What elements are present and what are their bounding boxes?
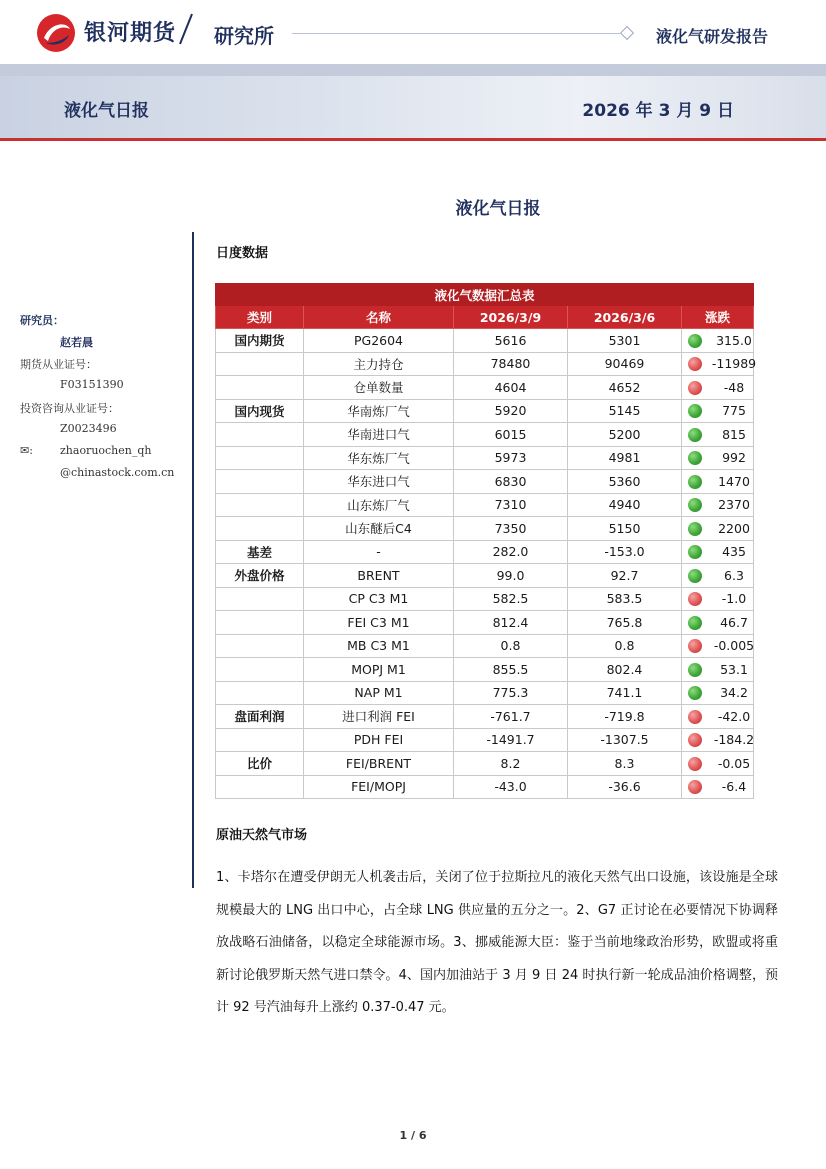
change-value: -1.0 <box>721 591 747 607</box>
table-row <box>216 611 754 635</box>
value-date2-cell: 5200 <box>568 423 682 447</box>
column-header-date-2: 2026/3/6 <box>568 306 682 329</box>
header-band-accent <box>0 138 826 141</box>
down-indicator-icon <box>688 757 702 771</box>
table-row <box>216 564 754 588</box>
value-date2-cell: 4652 <box>568 376 682 400</box>
name-cell: 华南进口气 <box>304 423 454 447</box>
value-date1-cell: 282.0 <box>454 540 568 564</box>
down-indicator-icon <box>688 639 702 653</box>
researcher-role-label: 研究员： <box>20 314 64 327</box>
advisory-cert: Z0023496 <box>60 422 117 435</box>
section-heading-market: 原油天然气市场 <box>216 828 308 843</box>
change-cell <box>682 493 754 517</box>
value-date2-cell: 92.7 <box>568 564 682 588</box>
change-cell <box>682 517 754 541</box>
table-row <box>216 376 754 400</box>
name-cell: FEI/MOPJ <box>304 775 454 799</box>
category-cell: 外盘价格 <box>216 564 304 588</box>
value-date2-cell: 90469 <box>568 352 682 376</box>
change-value: -11989 <box>711 356 757 372</box>
value-date1-cell: 6830 <box>454 470 568 494</box>
galaxy-logo-icon <box>36 13 76 53</box>
section-heading-daily: 日度数据 <box>216 246 269 261</box>
down-indicator-icon <box>688 733 702 747</box>
name-cell: CP C3 M1 <box>304 587 454 611</box>
change-cell <box>682 775 754 799</box>
change-value: -6.4 <box>721 779 747 795</box>
institute-name: 研究所 <box>214 24 274 48</box>
table-row <box>216 423 754 447</box>
category-cell <box>216 423 304 447</box>
down-indicator-icon <box>688 710 702 724</box>
table-row <box>216 517 754 541</box>
change-value: 6.3 <box>724 567 744 583</box>
change-value: 2200 <box>718 520 750 536</box>
change-value: -48 <box>723 379 745 395</box>
table-row <box>216 752 754 776</box>
value-date1-cell: 5616 <box>454 329 568 353</box>
name-cell: PDH FEI <box>304 728 454 752</box>
value-date2-cell: 5301 <box>568 329 682 353</box>
table-row <box>216 587 754 611</box>
category-cell <box>216 775 304 799</box>
change-value: 2370 <box>718 497 750 513</box>
band-title: 液化气日报 <box>64 101 149 121</box>
up-indicator-icon <box>688 451 702 465</box>
up-indicator-icon <box>688 475 702 489</box>
change-value: 315.0 <box>716 332 752 348</box>
column-header-name: 名称 <box>304 306 454 329</box>
column-header-category: 类别 <box>216 306 304 329</box>
table-row <box>216 634 754 658</box>
change-cell <box>682 611 754 635</box>
futures-cert: F03151390 <box>60 378 124 391</box>
name-cell: 山东炼厂气 <box>304 493 454 517</box>
table-row <box>216 446 754 470</box>
report-type: 液化气研发报告 <box>656 27 769 46</box>
down-indicator-icon <box>688 780 702 794</box>
change-cell <box>682 634 754 658</box>
band-date: 2026 年 3 月 9 日 <box>582 101 734 121</box>
name-cell: 仓单数量 <box>304 376 454 400</box>
category-cell <box>216 634 304 658</box>
category-cell: 国内现货 <box>216 399 304 423</box>
email-user[interactable]: zhaoruochen_qh <box>60 444 152 457</box>
category-cell <box>216 470 304 494</box>
value-date1-cell: 78480 <box>454 352 568 376</box>
change-value: 1470 <box>718 473 750 489</box>
change-value: -0.005 <box>713 638 755 654</box>
table-row <box>216 540 754 564</box>
value-date1-cell: -1491.7 <box>454 728 568 752</box>
change-cell <box>682 376 754 400</box>
email-domain[interactable]: @chinastock.com.cn <box>60 466 175 479</box>
header-band-top <box>0 64 826 76</box>
value-date2-cell: 5150 <box>568 517 682 541</box>
value-date2-cell: 5360 <box>568 470 682 494</box>
table-row <box>216 775 754 799</box>
table-row <box>216 728 754 752</box>
up-indicator-icon <box>688 663 702 677</box>
change-value: 992 <box>722 450 746 466</box>
category-cell <box>216 587 304 611</box>
value-date1-cell: 7310 <box>454 493 568 517</box>
market-paragraph: 1、卡塔尔在遭受伊朗无人机袭击后，关闭了位于拉斯拉凡的液化天然气出口设施，该设施是全球规模最大的 LNG 出口中心，占全球 LNG 供应量的五分之一。2、G7 正讨论在必要情况下协调释放战略石油储备，以稳定全球能源市场。3、挪威能源大臣：鉴于当前地缘政治形势，欧盟或将重新讨论俄罗斯天然气进口禁令。4、国内加油站于 3 月 9 日 24 时执行新一轮成品油价格调整，预计 92 号汽油每升上涨约 0.37-0.47 元。 <box>216 870 778 1015</box>
value-date2-cell: 8.3 <box>568 752 682 776</box>
value-date1-cell: 5973 <box>454 446 568 470</box>
name-cell: 华南炼厂气 <box>304 399 454 423</box>
category-cell: 比价 <box>216 752 304 776</box>
change-cell <box>682 446 754 470</box>
up-indicator-icon <box>688 428 702 442</box>
name-cell: 华东炼厂气 <box>304 446 454 470</box>
name-cell: - <box>304 540 454 564</box>
value-date1-cell: 4604 <box>454 376 568 400</box>
up-indicator-icon <box>688 334 702 348</box>
email-icon: ✉: <box>20 444 33 457</box>
value-date1-cell: 8.2 <box>454 752 568 776</box>
change-value: -42.0 <box>717 708 751 724</box>
change-cell <box>682 658 754 682</box>
lpg-summary-table <box>215 283 757 799</box>
name-cell: NAP M1 <box>304 681 454 705</box>
researcher-name: 赵若晨 <box>60 336 93 349</box>
name-cell: MB C3 M1 <box>304 634 454 658</box>
table-row <box>216 399 754 423</box>
divider-slash-icon <box>178 12 194 46</box>
table-row <box>216 493 754 517</box>
value-date1-cell: 855.5 <box>454 658 568 682</box>
change-cell <box>682 540 754 564</box>
change-cell <box>682 681 754 705</box>
value-date1-cell: -761.7 <box>454 705 568 729</box>
change-value: -184.2 <box>713 732 755 748</box>
value-date2-cell: 0.8 <box>568 634 682 658</box>
table-row <box>216 705 754 729</box>
value-date2-cell: 583.5 <box>568 587 682 611</box>
value-date1-cell: 812.4 <box>454 611 568 635</box>
table-row <box>216 329 754 353</box>
value-date1-cell: 582.5 <box>454 587 568 611</box>
up-indicator-icon <box>688 616 702 630</box>
name-cell: BRENT <box>304 564 454 588</box>
change-cell <box>682 329 754 353</box>
brand-name: 银河期货 <box>84 21 177 46</box>
table-row <box>216 681 754 705</box>
change-value: 46.7 <box>720 614 748 630</box>
change-cell <box>682 728 754 752</box>
value-date1-cell: 99.0 <box>454 564 568 588</box>
category-cell <box>216 658 304 682</box>
column-header-date-1: 2026/3/9 <box>454 306 568 329</box>
category-cell: 国内期货 <box>216 329 304 353</box>
name-cell: 主力持仓 <box>304 352 454 376</box>
futures-cert-label: 期货从业证号： <box>20 358 97 371</box>
change-cell <box>682 587 754 611</box>
up-indicator-icon <box>688 569 702 583</box>
advisory-cert-label: 投资咨询从业证号： <box>20 402 119 415</box>
page-title: 液化气日报 <box>455 199 541 219</box>
down-indicator-icon <box>688 592 702 606</box>
name-cell: FEI C3 M1 <box>304 611 454 635</box>
name-cell: 山东醚后C4 <box>304 517 454 541</box>
value-date2-cell: 765.8 <box>568 611 682 635</box>
category-cell <box>216 728 304 752</box>
value-date1-cell: 0.8 <box>454 634 568 658</box>
change-value: 775 <box>722 403 746 419</box>
name-cell: FEI/BRENT <box>304 752 454 776</box>
category-cell <box>216 376 304 400</box>
change-value: 435 <box>722 544 746 560</box>
name-cell: PG2604 <box>304 329 454 353</box>
change-value: -0.05 <box>717 755 751 771</box>
change-cell <box>682 470 754 494</box>
down-indicator-icon <box>688 381 702 395</box>
value-date2-cell: 4940 <box>568 493 682 517</box>
value-date2-cell: -719.8 <box>568 705 682 729</box>
down-indicator-icon <box>688 357 702 371</box>
column-divider <box>192 232 194 888</box>
category-cell <box>216 352 304 376</box>
up-indicator-icon <box>688 545 702 559</box>
table-caption: 液化气数据汇总表 <box>216 284 754 306</box>
value-date2-cell: 802.4 <box>568 658 682 682</box>
change-cell <box>682 399 754 423</box>
table-row <box>216 352 754 376</box>
diamond-icon <box>620 26 634 40</box>
value-date2-cell: -153.0 <box>568 540 682 564</box>
category-cell <box>216 517 304 541</box>
category-cell <box>216 681 304 705</box>
table-row <box>216 658 754 682</box>
value-date1-cell: 7350 <box>454 517 568 541</box>
change-value: 34.2 <box>720 685 748 701</box>
name-cell: MOPJ M1 <box>304 658 454 682</box>
table-row <box>216 470 754 494</box>
up-indicator-icon <box>688 498 702 512</box>
change-cell <box>682 752 754 776</box>
category-cell: 盘面利润 <box>216 705 304 729</box>
up-indicator-icon <box>688 686 702 700</box>
change-value: 815 <box>722 426 746 442</box>
column-header-change: 涨跌 <box>682 306 754 329</box>
change-value: 53.1 <box>720 661 748 677</box>
value-date2-cell: -1307.5 <box>568 728 682 752</box>
page-number: 1 / 6 <box>399 1129 427 1142</box>
name-cell: 华东进口气 <box>304 470 454 494</box>
change-cell <box>682 423 754 447</box>
value-date2-cell: -36.6 <box>568 775 682 799</box>
up-indicator-icon <box>688 404 702 418</box>
up-indicator-icon <box>688 522 702 536</box>
category-cell: 基差 <box>216 540 304 564</box>
change-cell <box>682 705 754 729</box>
value-date2-cell: 4981 <box>568 446 682 470</box>
value-date1-cell: -43.0 <box>454 775 568 799</box>
category-cell <box>216 446 304 470</box>
value-date1-cell: 775.3 <box>454 681 568 705</box>
change-cell <box>682 352 757 376</box>
change-cell <box>682 564 754 588</box>
header-rule <box>292 33 620 34</box>
category-cell <box>216 493 304 517</box>
value-date2-cell: 5145 <box>568 399 682 423</box>
value-date2-cell: 741.1 <box>568 681 682 705</box>
value-date1-cell: 5920 <box>454 399 568 423</box>
category-cell <box>216 611 304 635</box>
name-cell: 进口利润 FEI <box>304 705 454 729</box>
value-date1-cell: 6015 <box>454 423 568 447</box>
